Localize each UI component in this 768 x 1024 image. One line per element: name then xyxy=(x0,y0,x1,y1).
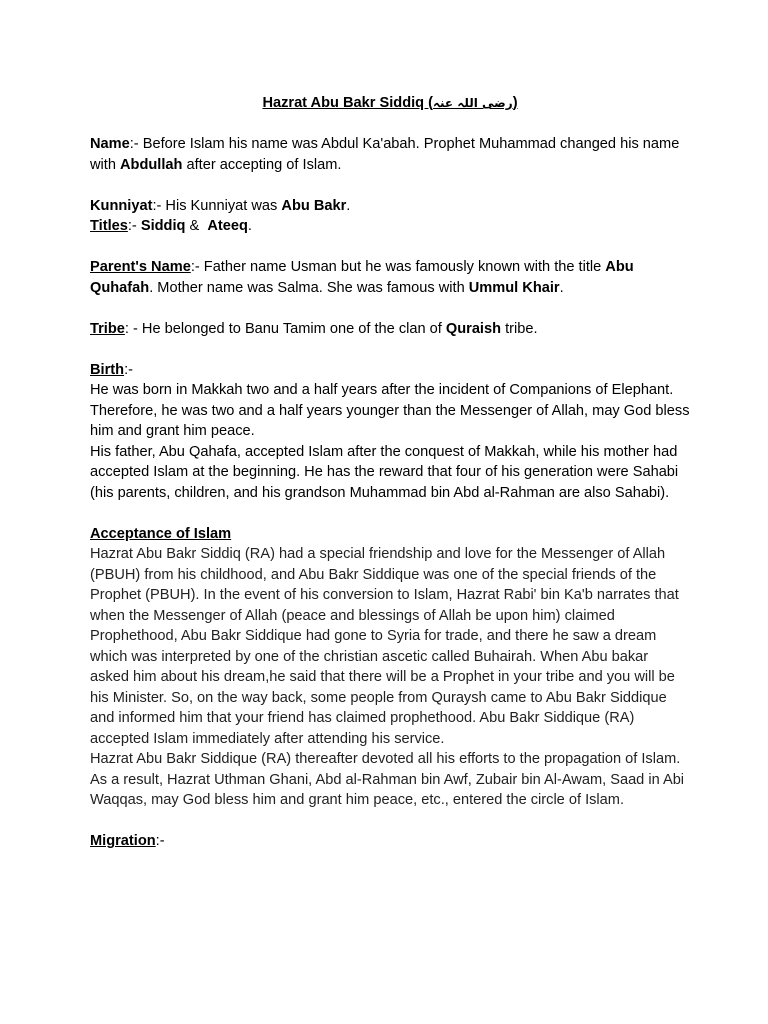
parents-mother-title: Ummul Khair xyxy=(468,279,560,296)
birth-separator: :- xyxy=(124,361,133,378)
acceptance-paragraph-2: Hazrat Abu Bakr Siddique (RA) thereafter devoted all his efforts to the propagation of Islam. As a result, Hazrat Uthman Ghani, Abd al-Rahman bin Awf, Zubair bin Al-Awam, Saad in Abi Waqqas, may God bless him and grant him peace, etc., entered the circle of Islam. xyxy=(90,751,685,808)
title-arabic: رضی اللہ عنہ xyxy=(433,96,513,110)
parents-text-2: . Mother name was Salma. She was famous with xyxy=(149,279,469,296)
spacer xyxy=(90,237,690,258)
kunniyat-paragraph xyxy=(90,196,690,217)
birth-label: Birth xyxy=(90,361,125,378)
birth-paragraph-1: He was born in Makkah two and a half years after the incident of Companions of Elephant. Therefore, he was two and a half years younger than the Messenger of Allah, may God bless him and grant him peace. xyxy=(90,382,690,439)
kunniyat-bold: Abu Bakr xyxy=(281,197,347,214)
name-text: Before Islam his name was Abdul Ka'abah. Prophet Muhammad changed his name with xyxy=(90,136,680,173)
titles-end: . xyxy=(247,218,252,234)
document-title xyxy=(90,93,690,114)
tribe-paragraph xyxy=(90,319,690,340)
tribe-label: Tribe xyxy=(90,320,125,337)
kunniyat-label: Kunniyat xyxy=(90,197,153,214)
spacer xyxy=(90,175,690,196)
titles-separator: :- xyxy=(127,218,141,234)
parents-text: :- Father name Usman but he was famously known with the title xyxy=(190,259,606,275)
titles-ateeq: Ateeq xyxy=(207,218,248,234)
name-text-end: after accepting of Islam. xyxy=(182,156,342,173)
migration-label: Migration xyxy=(90,833,156,849)
titles-paragraph xyxy=(90,216,690,237)
kunniyat-end: . xyxy=(346,197,351,214)
document-page xyxy=(90,93,690,852)
name-bold: Abdullah xyxy=(120,156,183,173)
spacer xyxy=(90,811,690,832)
acceptance-heading xyxy=(90,524,690,545)
migration-heading xyxy=(90,831,690,852)
title-suffix: ) xyxy=(512,95,518,111)
acceptance-paragraph-1: Hazrat Abu Bakr Siddiq (RA) had a special friendship and love for the Messenger of Allah (PBUH) from his childhood, and Abu Bakr Siddique was one of the special friends of the Prophet (PBUH). In the event of his conversion to Islam, Hazrat Rabi' bin Ka'b narrates that when the Messenger of Allah (peace and blessings of Allah be upon him) claimed Prophethood, Abu Bakr Siddique had gone to Syria for trade, and there he saw a dream which was interpreted by one of the christian ascetic called Buhairah. When Abu bakar asked him about his dream,he said that there will be a Prophet in your tribe and you will be his Minister. So, on the way back, some people from Quraysh came to Abu Bakr Siddique and informed him that your friend has claimed prophethood. Abu Bakr Siddique (RA) accepted Islam immediately after attending his service. xyxy=(90,546,679,747)
tribe-end: tribe. xyxy=(501,320,538,337)
tribe-bold: Quraish xyxy=(445,320,502,337)
parents-paragraph xyxy=(90,257,690,298)
tribe-text: : - He belonged to Banu Tamim one of the clan of xyxy=(124,320,446,337)
spacer xyxy=(90,503,690,524)
spacer xyxy=(90,339,690,360)
parents-label: Parent's Name xyxy=(90,259,191,275)
spacer xyxy=(90,298,690,319)
name-label: Name xyxy=(90,136,130,152)
birth-heading xyxy=(90,360,690,381)
acceptance-label: Acceptance of Islam xyxy=(90,525,232,542)
birth-paragraph-2: His father, Abu Qahafa, accepted Islam after the conquest of Makkah, while his mother had accepted Islam at the beginning. He has the reward that four of his generation were Sahabi (his parents, children, and his grandson Muhammad bin Abd al-Rahman are also Sahabi). xyxy=(90,443,679,501)
title-prefix: Hazrat Abu Bakr Siddiq ( xyxy=(262,95,433,111)
migration-separator: :- xyxy=(155,833,165,849)
parents-end: . xyxy=(559,279,564,296)
titles-label: Titles xyxy=(90,218,128,234)
titles-ampersand: & xyxy=(185,218,208,234)
name-separator: :- xyxy=(129,136,143,152)
kunniyat-text: :- His Kunniyat was xyxy=(152,197,282,214)
name-paragraph xyxy=(90,134,690,175)
titles-siddiq: Siddiq xyxy=(140,218,186,234)
parents-father-title: Abu Quhafah xyxy=(90,259,634,296)
